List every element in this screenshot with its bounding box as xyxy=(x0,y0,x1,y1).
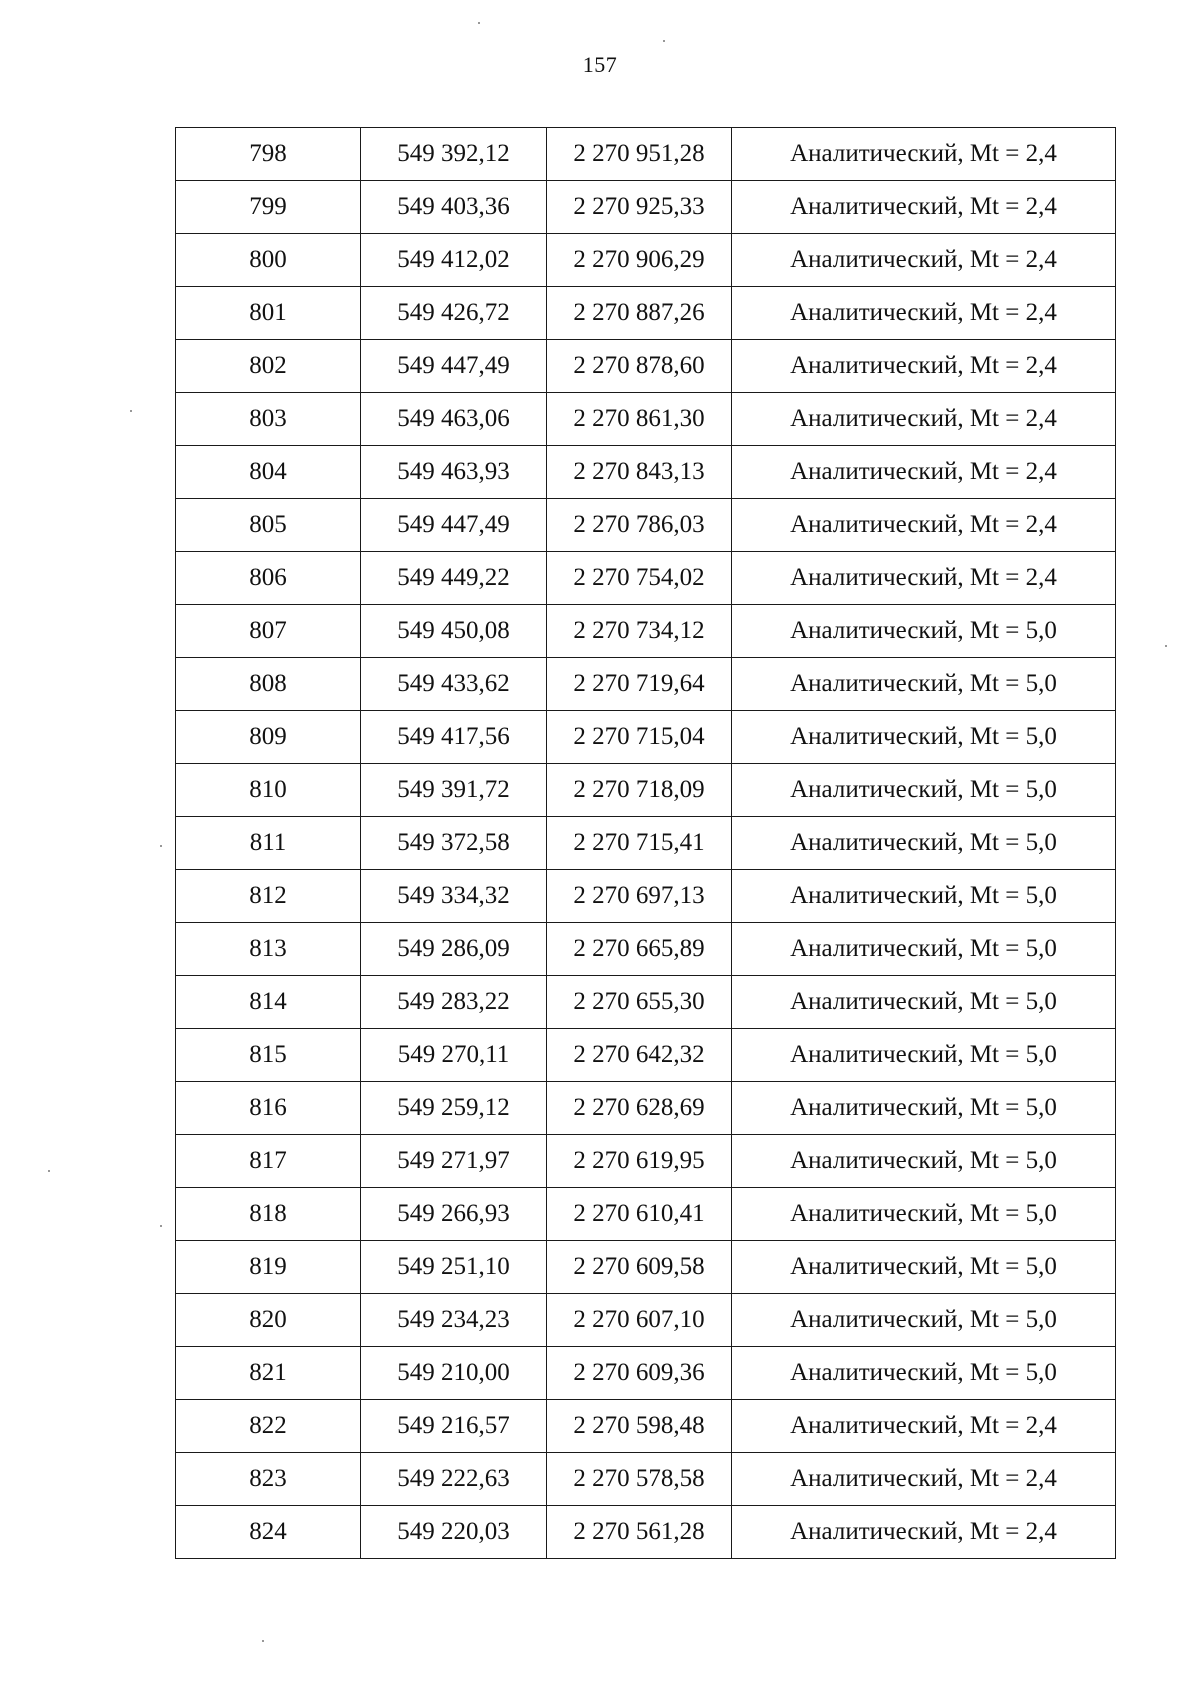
table-row xyxy=(176,128,1116,181)
x-coordinate-cell: 549 234,23 xyxy=(361,1294,547,1347)
scan-speck xyxy=(262,1640,264,1642)
point-number-cell: 819 xyxy=(176,1241,361,1294)
y-coordinate-cell: 2 270 878,60 xyxy=(547,340,732,393)
page-number: 157 xyxy=(582,52,618,77)
method-cell: Аналитический, Mt = 2,4 xyxy=(732,181,1116,234)
point-number-cell: 821 xyxy=(176,1347,361,1400)
x-coordinate-cell: 549 270,11 xyxy=(361,1029,547,1082)
x-coordinate-cell: 549 259,12 xyxy=(361,1082,547,1135)
point-number-cell: 800 xyxy=(176,234,361,287)
scan-speck xyxy=(160,1225,162,1227)
scan-speck xyxy=(48,1170,50,1172)
x-coordinate-cell: 549 271,97 xyxy=(361,1135,547,1188)
method-cell: Аналитический, Mt = 5,0 xyxy=(732,1347,1116,1400)
table-row xyxy=(176,923,1116,976)
table-row xyxy=(176,976,1116,1029)
x-coordinate-cell: 549 334,32 xyxy=(361,870,547,923)
point-number-cell: 809 xyxy=(176,711,361,764)
point-number-cell: 820 xyxy=(176,1294,361,1347)
table-row xyxy=(176,1400,1116,1453)
method-cell: Аналитический, Mt = 2,4 xyxy=(732,128,1116,181)
scan-speck xyxy=(663,40,665,42)
x-coordinate-cell: 549 210,00 xyxy=(361,1347,547,1400)
method-cell: Аналитический, Mt = 5,0 xyxy=(732,711,1116,764)
table-row xyxy=(176,1082,1116,1135)
y-coordinate-cell: 2 270 642,32 xyxy=(547,1029,732,1082)
point-number-cell: 802 xyxy=(176,340,361,393)
table-row xyxy=(176,499,1116,552)
method-cell: Аналитический, Mt = 5,0 xyxy=(732,1188,1116,1241)
point-number-cell: 808 xyxy=(176,658,361,711)
method-cell: Аналитический, Mt = 2,4 xyxy=(732,234,1116,287)
x-coordinate-cell: 549 447,49 xyxy=(361,499,547,552)
x-coordinate-cell: 549 220,03 xyxy=(361,1506,547,1559)
point-number-cell: 818 xyxy=(176,1188,361,1241)
point-number-cell: 811 xyxy=(176,817,361,870)
point-number-cell: 812 xyxy=(176,870,361,923)
scan-speck xyxy=(160,845,162,847)
table-row xyxy=(176,1135,1116,1188)
method-cell: Аналитический, Mt = 2,4 xyxy=(732,340,1116,393)
table-row xyxy=(176,764,1116,817)
method-cell: Аналитический, Mt = 5,0 xyxy=(732,923,1116,976)
table-row xyxy=(176,393,1116,446)
point-number-cell: 813 xyxy=(176,923,361,976)
point-number-cell: 814 xyxy=(176,976,361,1029)
point-number-cell: 805 xyxy=(176,499,361,552)
x-coordinate-cell: 549 392,12 xyxy=(361,128,547,181)
x-coordinate-cell: 549 450,08 xyxy=(361,605,547,658)
x-coordinate-cell: 549 412,02 xyxy=(361,234,547,287)
point-number-cell: 804 xyxy=(176,446,361,499)
method-cell: Аналитический, Mt = 2,4 xyxy=(732,393,1116,446)
x-coordinate-cell: 549 449,22 xyxy=(361,552,547,605)
method-cell: Аналитический, Mt = 5,0 xyxy=(732,1294,1116,1347)
point-number-cell: 806 xyxy=(176,552,361,605)
y-coordinate-cell: 2 270 754,02 xyxy=(547,552,732,605)
x-coordinate-cell: 549 417,56 xyxy=(361,711,547,764)
y-coordinate-cell: 2 270 655,30 xyxy=(547,976,732,1029)
scan-speck xyxy=(130,410,132,412)
method-cell: Аналитический, Mt = 2,4 xyxy=(732,1400,1116,1453)
point-number-cell: 824 xyxy=(176,1506,361,1559)
x-coordinate-cell: 549 426,72 xyxy=(361,287,547,340)
method-cell: Аналитический, Mt = 2,4 xyxy=(732,499,1116,552)
point-number-cell: 816 xyxy=(176,1082,361,1135)
table-row xyxy=(176,711,1116,764)
method-cell: Аналитический, Mt = 5,0 xyxy=(732,605,1116,658)
point-number-cell: 801 xyxy=(176,287,361,340)
y-coordinate-cell: 2 270 578,58 xyxy=(547,1453,732,1506)
table-row xyxy=(176,1506,1116,1559)
y-coordinate-cell: 2 270 925,33 xyxy=(547,181,732,234)
x-coordinate-cell: 549 216,57 xyxy=(361,1400,547,1453)
y-coordinate-cell: 2 270 619,95 xyxy=(547,1135,732,1188)
x-coordinate-cell: 549 222,63 xyxy=(361,1453,547,1506)
y-coordinate-cell: 2 270 718,09 xyxy=(547,764,732,817)
table-row xyxy=(176,658,1116,711)
y-coordinate-cell: 2 270 609,58 xyxy=(547,1241,732,1294)
x-coordinate-cell: 549 391,72 xyxy=(361,764,547,817)
method-cell: Аналитический, Mt = 2,4 xyxy=(732,1453,1116,1506)
point-number-cell: 807 xyxy=(176,605,361,658)
table-row xyxy=(176,287,1116,340)
method-cell: Аналитический, Mt = 2,4 xyxy=(732,552,1116,605)
x-coordinate-cell: 549 283,22 xyxy=(361,976,547,1029)
x-coordinate-cell: 549 266,93 xyxy=(361,1188,547,1241)
method-cell: Аналитический, Mt = 5,0 xyxy=(732,870,1116,923)
table-row xyxy=(176,340,1116,393)
point-number-cell: 817 xyxy=(176,1135,361,1188)
scan-speck xyxy=(478,22,480,24)
method-cell: Аналитический, Mt = 5,0 xyxy=(732,764,1116,817)
y-coordinate-cell: 2 270 697,13 xyxy=(547,870,732,923)
table-row xyxy=(176,1347,1116,1400)
method-cell: Аналитический, Mt = 5,0 xyxy=(732,1029,1116,1082)
method-cell: Аналитический, Mt = 5,0 xyxy=(732,1135,1116,1188)
x-coordinate-cell: 549 372,58 xyxy=(361,817,547,870)
point-number-cell: 822 xyxy=(176,1400,361,1453)
point-number-cell: 823 xyxy=(176,1453,361,1506)
y-coordinate-cell: 2 270 906,29 xyxy=(547,234,732,287)
method-cell: Аналитический, Mt = 5,0 xyxy=(732,1241,1116,1294)
table-row xyxy=(176,234,1116,287)
table-row xyxy=(176,181,1116,234)
method-cell: Аналитический, Mt = 2,4 xyxy=(732,1506,1116,1559)
table-row xyxy=(176,552,1116,605)
y-coordinate-cell: 2 270 598,48 xyxy=(547,1400,732,1453)
table-row xyxy=(176,605,1116,658)
method-cell: Аналитический, Mt = 5,0 xyxy=(732,817,1116,870)
x-coordinate-cell: 549 251,10 xyxy=(361,1241,547,1294)
x-coordinate-cell: 549 433,62 xyxy=(361,658,547,711)
point-number-cell: 815 xyxy=(176,1029,361,1082)
scan-speck xyxy=(1165,645,1167,647)
x-coordinate-cell: 549 286,09 xyxy=(361,923,547,976)
y-coordinate-cell: 2 270 734,12 xyxy=(547,605,732,658)
x-coordinate-cell: 549 403,36 xyxy=(361,181,547,234)
method-cell: Аналитический, Mt = 2,4 xyxy=(732,446,1116,499)
y-coordinate-cell: 2 270 665,89 xyxy=(547,923,732,976)
table-row xyxy=(176,1188,1116,1241)
y-coordinate-cell: 2 270 610,41 xyxy=(547,1188,732,1241)
table-row xyxy=(176,1241,1116,1294)
x-coordinate-cell: 549 463,93 xyxy=(361,446,547,499)
table-row xyxy=(176,870,1116,923)
method-cell: Аналитический, Mt = 2,4 xyxy=(732,287,1116,340)
method-cell: Аналитический, Mt = 5,0 xyxy=(732,658,1116,711)
y-coordinate-cell: 2 270 628,69 xyxy=(547,1082,732,1135)
coordinates-table xyxy=(175,127,1116,1559)
y-coordinate-cell: 2 270 715,04 xyxy=(547,711,732,764)
table-row xyxy=(176,1453,1116,1506)
y-coordinate-cell: 2 270 719,64 xyxy=(547,658,732,711)
coordinates-table-body xyxy=(176,128,1116,1559)
y-coordinate-cell: 2 270 607,10 xyxy=(547,1294,732,1347)
y-coordinate-cell: 2 270 715,41 xyxy=(547,817,732,870)
y-coordinate-cell: 2 270 561,28 xyxy=(547,1506,732,1559)
point-number-cell: 799 xyxy=(176,181,361,234)
y-coordinate-cell: 2 270 887,26 xyxy=(547,287,732,340)
point-number-cell: 803 xyxy=(176,393,361,446)
y-coordinate-cell: 2 270 951,28 xyxy=(547,128,732,181)
y-coordinate-cell: 2 270 609,36 xyxy=(547,1347,732,1400)
point-number-cell: 798 xyxy=(176,128,361,181)
method-cell: Аналитический, Mt = 5,0 xyxy=(732,1082,1116,1135)
table-row xyxy=(176,446,1116,499)
method-cell: Аналитический, Mt = 5,0 xyxy=(732,976,1116,1029)
x-coordinate-cell: 549 447,49 xyxy=(361,340,547,393)
y-coordinate-cell: 2 270 843,13 xyxy=(547,446,732,499)
point-number-cell: 810 xyxy=(176,764,361,817)
y-coordinate-cell: 2 270 861,30 xyxy=(547,393,732,446)
x-coordinate-cell: 549 463,06 xyxy=(361,393,547,446)
table-row xyxy=(176,1294,1116,1347)
table-row xyxy=(176,817,1116,870)
table-row xyxy=(176,1029,1116,1082)
y-coordinate-cell: 2 270 786,03 xyxy=(547,499,732,552)
